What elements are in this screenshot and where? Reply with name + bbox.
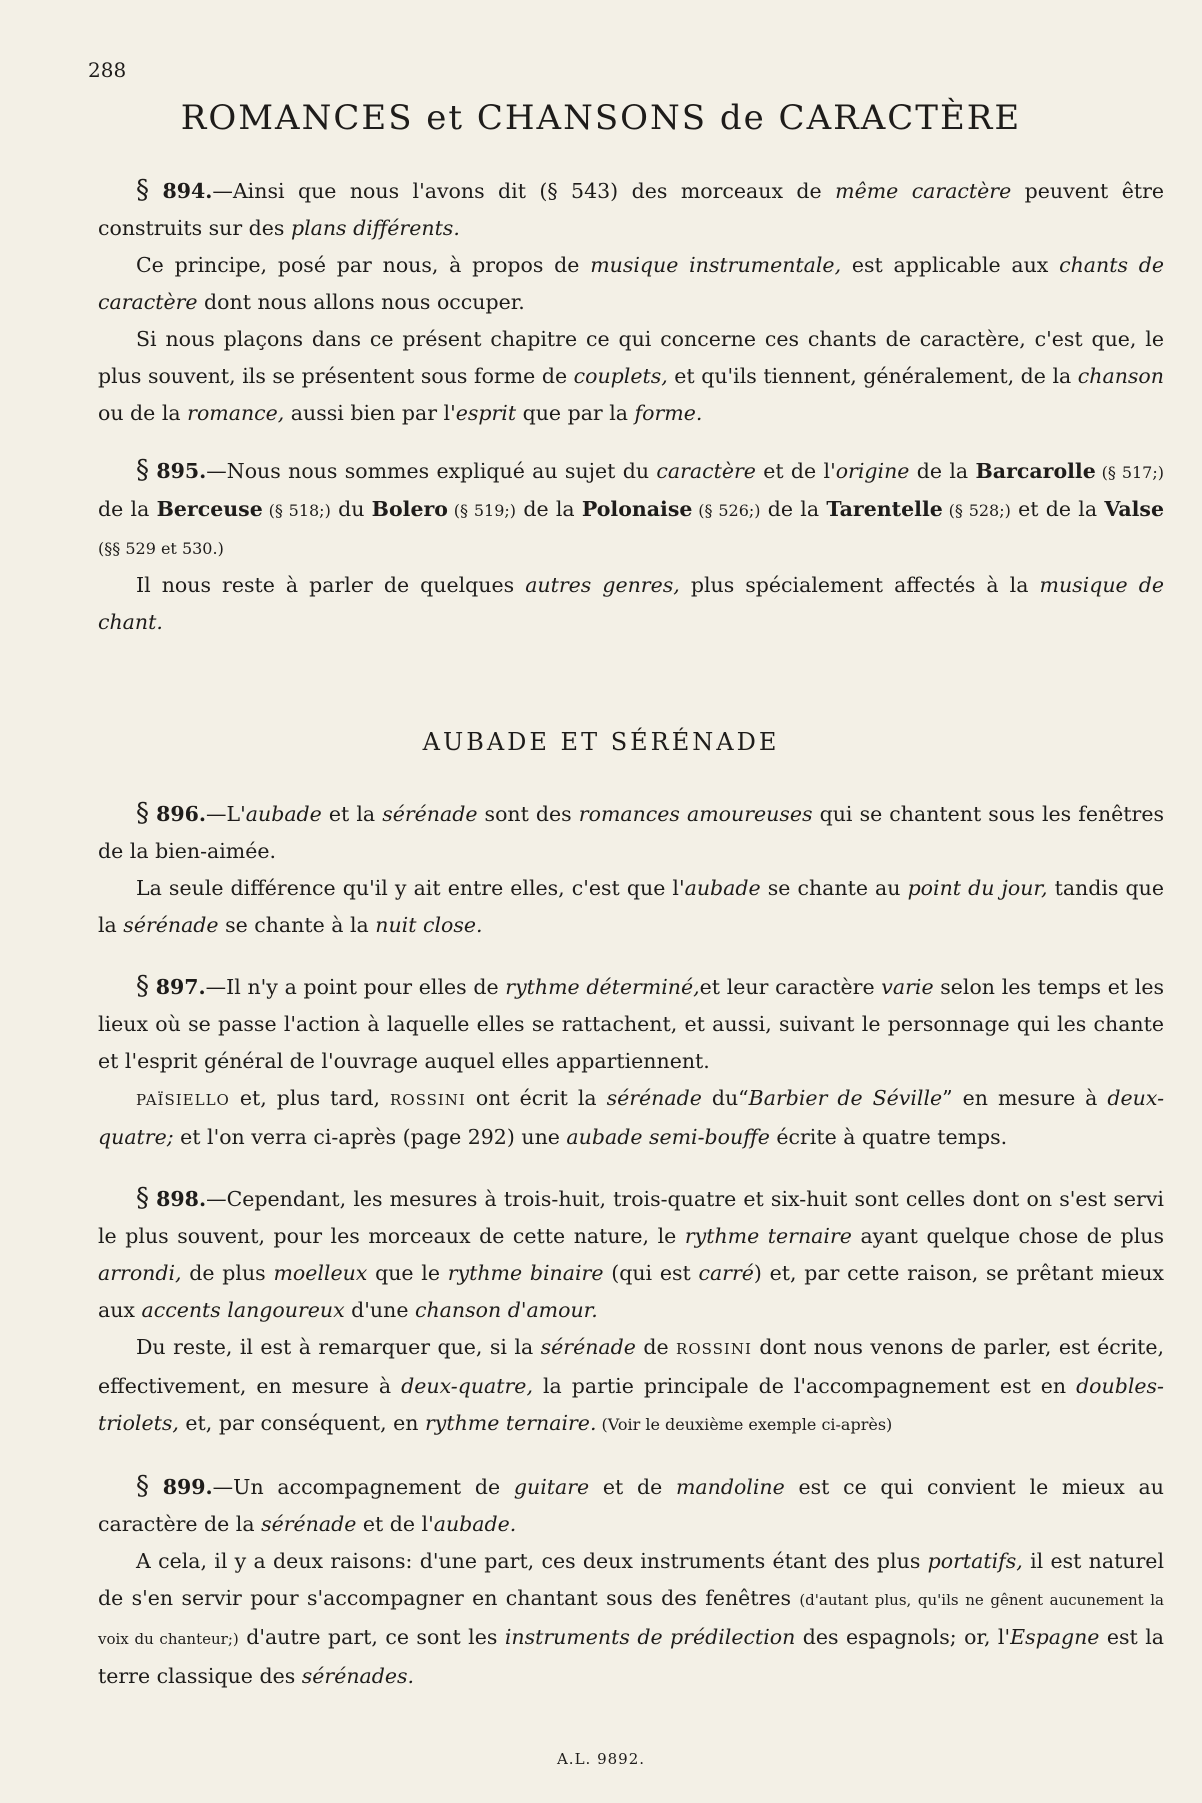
paragraph-899-b [98, 1543, 1164, 1695]
paragraph-896-a [98, 795, 1164, 870]
text: (qui est [603, 1261, 699, 1285]
emphasis: caractère [656, 459, 756, 483]
text: et, par conséquent, en [178, 1411, 425, 1435]
paragraph-897 [98, 968, 1164, 1156]
genre-name: Barcarolle [975, 459, 1096, 483]
text: plus spécialement affectés à la [679, 573, 1040, 597]
plate-number: A.L. 9892. [556, 1750, 646, 1768]
composer-name: ROSSINI [390, 1091, 466, 1109]
page-number: 288 [88, 58, 127, 82]
paragraph-896 [98, 795, 1164, 944]
emphasis: aubade. [433, 1512, 517, 1536]
text: écrite à quatre temps. [769, 1125, 1008, 1149]
paragraph-894-b [98, 247, 1164, 321]
emphasis: arrondi, [98, 1261, 182, 1285]
reference: (§ 528;) [942, 501, 1011, 520]
emphasis: rythme déterminé, [505, 975, 700, 999]
genre-name: Berceuse [156, 497, 263, 521]
emphasis: chanson [1077, 364, 1164, 388]
section-mark: § [136, 798, 149, 828]
emphasis: esprit [455, 401, 517, 425]
text: et de l' [755, 459, 836, 483]
paragraph-897-a [98, 968, 1164, 1080]
text: —Il n'y a point pour elles de [205, 975, 506, 999]
emphasis: aubade semi-bouffe [566, 1125, 770, 1149]
reference: (§ 517;) [1095, 463, 1164, 482]
text: se chante au [760, 876, 908, 900]
text: de [635, 1335, 677, 1359]
text: ayant quelque chose de plus [851, 1224, 1164, 1248]
text: Ce principe, posé par nous, à propos de [136, 253, 591, 277]
paragraph-895-a [98, 452, 1164, 567]
text: est applicable aux [841, 253, 1060, 277]
genre-name: Bolero [371, 497, 448, 521]
emphasis: aubade [245, 802, 322, 826]
emphasis: sérénade [382, 802, 478, 826]
emphasis: aubade [684, 876, 761, 900]
text: Si nous plaçons dans ce présent chapitre ce qui concerne ces chants de caractère, c'est que, le plus souvent, ils se présentent sous forme de [98, 327, 1164, 388]
emphasis: sérénade [261, 1512, 357, 1536]
text: —Cependant, les mesures à trois-huit, trois-quatre et six-huit sont celles dont on s'est servi le plus souvent, pour les morceaux de cette nature, le [98, 1187, 1164, 1248]
emphasis: romances amoureuses [578, 802, 813, 826]
text: selon les temps et les lieux où se passe l'action à laquelle elles se rattachent, et aussi, suivant le personnage qui les chante et l'esprit général de l'ouvrage auquel elles appartiennent. [98, 975, 1164, 1073]
reference: (§ 518;) [262, 501, 331, 520]
section-mark: § [136, 1183, 149, 1213]
emphasis: sérénades. [301, 1664, 415, 1688]
text: des espagnols; or, l' [795, 1625, 1011, 1649]
paragraph-number: 898. [156, 1187, 207, 1211]
text: d'autre part, ce sont les [238, 1625, 505, 1649]
text: sont des [477, 802, 579, 826]
text: est la terre classique des [98, 1625, 1164, 1688]
text: qui se chantent sous les fenêtres de la bien-aimée. [98, 802, 1164, 863]
paragraph-number: 895. [156, 459, 207, 483]
section-mark: § [136, 971, 149, 1001]
paragraph-number: 896. [156, 802, 207, 826]
text: et la [321, 802, 383, 826]
section-mark: § [136, 455, 149, 485]
text: ou de la [98, 401, 188, 425]
paragraph-894-c [98, 321, 1164, 432]
emphasis: même caractère [835, 179, 1012, 203]
text: La seule différence qu'il y ait entre elles, c'est que l' [136, 876, 685, 900]
text: peuvent être construits sur des [98, 179, 1164, 240]
emphasis: rythme ternaire. [424, 1411, 597, 1435]
composer-name: PAÏSIELLO [136, 1091, 230, 1109]
text: que le [367, 1261, 448, 1285]
emphasis: portatifs, [927, 1549, 1023, 1573]
emphasis: rythme binaire [447, 1261, 604, 1285]
reference: (§§ 529 et 530.) [98, 539, 224, 558]
genre-name: Valse [1104, 497, 1164, 521]
text: de la [98, 497, 157, 521]
emphasis: plans différents. [290, 216, 460, 240]
text: de la [516, 497, 582, 521]
text: de la [760, 497, 827, 521]
text: et de l' [356, 1512, 434, 1536]
emphasis: autres genres, [525, 573, 680, 597]
text: ” en mesure à [942, 1086, 1108, 1110]
emphasis: point du jour, [907, 876, 1048, 900]
text: il est naturel de s'en servir pour s'accompagner en chantant sous des fenêtres [98, 1549, 1164, 1610]
text: de la [909, 459, 976, 483]
section-mark: § [136, 1471, 149, 1501]
text: et de [589, 1475, 676, 1499]
section-title: AUBADE ET SÉRÉNADE [422, 728, 780, 756]
text: A cela, il y a deux raisons: d'une part, ces deux instruments étant des plus [136, 1549, 928, 1573]
text: que par la [516, 401, 635, 425]
genre-name: Tarentelle [826, 497, 943, 521]
genre-name: Polonaise [581, 497, 693, 521]
reference: (§ 519;) [447, 501, 517, 520]
emphasis: rythme ternaire [684, 1224, 852, 1248]
text: dont nous allons nous occuper. [197, 290, 525, 314]
paragraph-898-a [98, 1180, 1164, 1329]
paragraph-number: 897. [155, 975, 206, 999]
page-title: ROMANCES et CHANSONS de CARACTÈRE [180, 98, 1022, 138]
emphasis: instruments de prédilection [504, 1625, 796, 1649]
emphasis: chants de caractère [98, 253, 1165, 314]
emphasis: forme. [634, 401, 703, 425]
paragraph-897-b [98, 1080, 1164, 1156]
emphasis: guitare [513, 1475, 590, 1499]
text: est ce qui convient le mieux au caractère de la [98, 1475, 1164, 1536]
emphasis: romance, [187, 401, 285, 425]
paragraph-894-a [98, 172, 1164, 247]
paragraph-895 [98, 452, 1164, 641]
text: —L' [206, 802, 246, 826]
emphasis: mandoline [675, 1475, 785, 1499]
paragraph-896-b [98, 870, 1164, 944]
text: ont écrit la [465, 1086, 607, 1110]
composer-name: ROSSINI [676, 1340, 752, 1358]
text: la partie principale de l'accompagnement est en [532, 1374, 1077, 1398]
emphasis: Barbier de Séville [748, 1086, 943, 1110]
emphasis: accents langoureux [141, 1298, 345, 1322]
paragraph-number: 894. [162, 179, 213, 203]
text: de plus [181, 1261, 274, 1285]
emphasis: doubles-triolets, [98, 1374, 1164, 1435]
emphasis: sérénade [540, 1335, 636, 1359]
text: du [330, 497, 372, 521]
text: dont nous venons de parler, est écrite, effectivement, en mesure à [98, 1335, 1165, 1398]
text: tandis que la [98, 876, 1164, 937]
text: et l'on verra ci-après (page 292) une [173, 1125, 567, 1149]
paragraph-895-b [98, 567, 1164, 641]
emphasis: couplets, [573, 364, 668, 388]
reference: (§ 526;) [692, 501, 761, 520]
text: d'une [344, 1298, 415, 1322]
text: Il nous reste à parler de quelques [136, 573, 526, 597]
text: et de la [1010, 497, 1105, 521]
paragraph-number: 899. [162, 1475, 213, 1499]
text: Du reste, il est à remarquer que, si la [136, 1335, 541, 1359]
text: —Ainsi que nous l'avons dit (§ 543) des morceaux de [212, 179, 836, 203]
paragraph-899 [98, 1468, 1164, 1695]
text: —Un accompagnement de [212, 1475, 514, 1499]
emphasis: sérénade [606, 1086, 702, 1110]
emphasis: sérénade [123, 913, 219, 937]
emphasis: deux-quatre, [401, 1374, 533, 1398]
text: (Voir le deuxième exemple ci-après) [596, 1415, 893, 1434]
paragraph-898 [98, 1180, 1164, 1443]
emphasis: nuit close. [375, 913, 483, 937]
emphasis: Espagne [1010, 1625, 1100, 1649]
text: —Nous nous sommes expliqué au sujet du [206, 459, 657, 483]
text: et, plus tard, [229, 1086, 390, 1110]
emphasis: moelleux [273, 1261, 368, 1285]
text: et leur caractère [699, 975, 882, 999]
paragraph-898-b [98, 1329, 1164, 1443]
emphasis: varie [881, 975, 934, 999]
emphasis: chanson d'amour. [415, 1298, 598, 1322]
text: ) et, par cette raison, se prêtant mieux aux [98, 1261, 1164, 1322]
text: aussi bien par l' [284, 401, 456, 425]
parenthetical: (d'autant plus, qu'ils ne gênent aucunement la voix du chanteur;) [98, 1591, 1164, 1648]
text: et qu'ils tiennent, généralement, de la [667, 364, 1078, 388]
paragraph-899-a [98, 1468, 1164, 1543]
emphasis: carré [698, 1261, 754, 1285]
emphasis: deux-quatre; [98, 1086, 1164, 1149]
emphasis: musique instrumentale, [590, 253, 842, 277]
emphasis: origine [835, 459, 910, 483]
emphasis: musique de chant. [98, 573, 1164, 634]
section-mark: § [136, 175, 149, 205]
text: du“ [701, 1086, 749, 1110]
text: se chante à la [218, 913, 376, 937]
paragraph-894 [98, 172, 1164, 432]
